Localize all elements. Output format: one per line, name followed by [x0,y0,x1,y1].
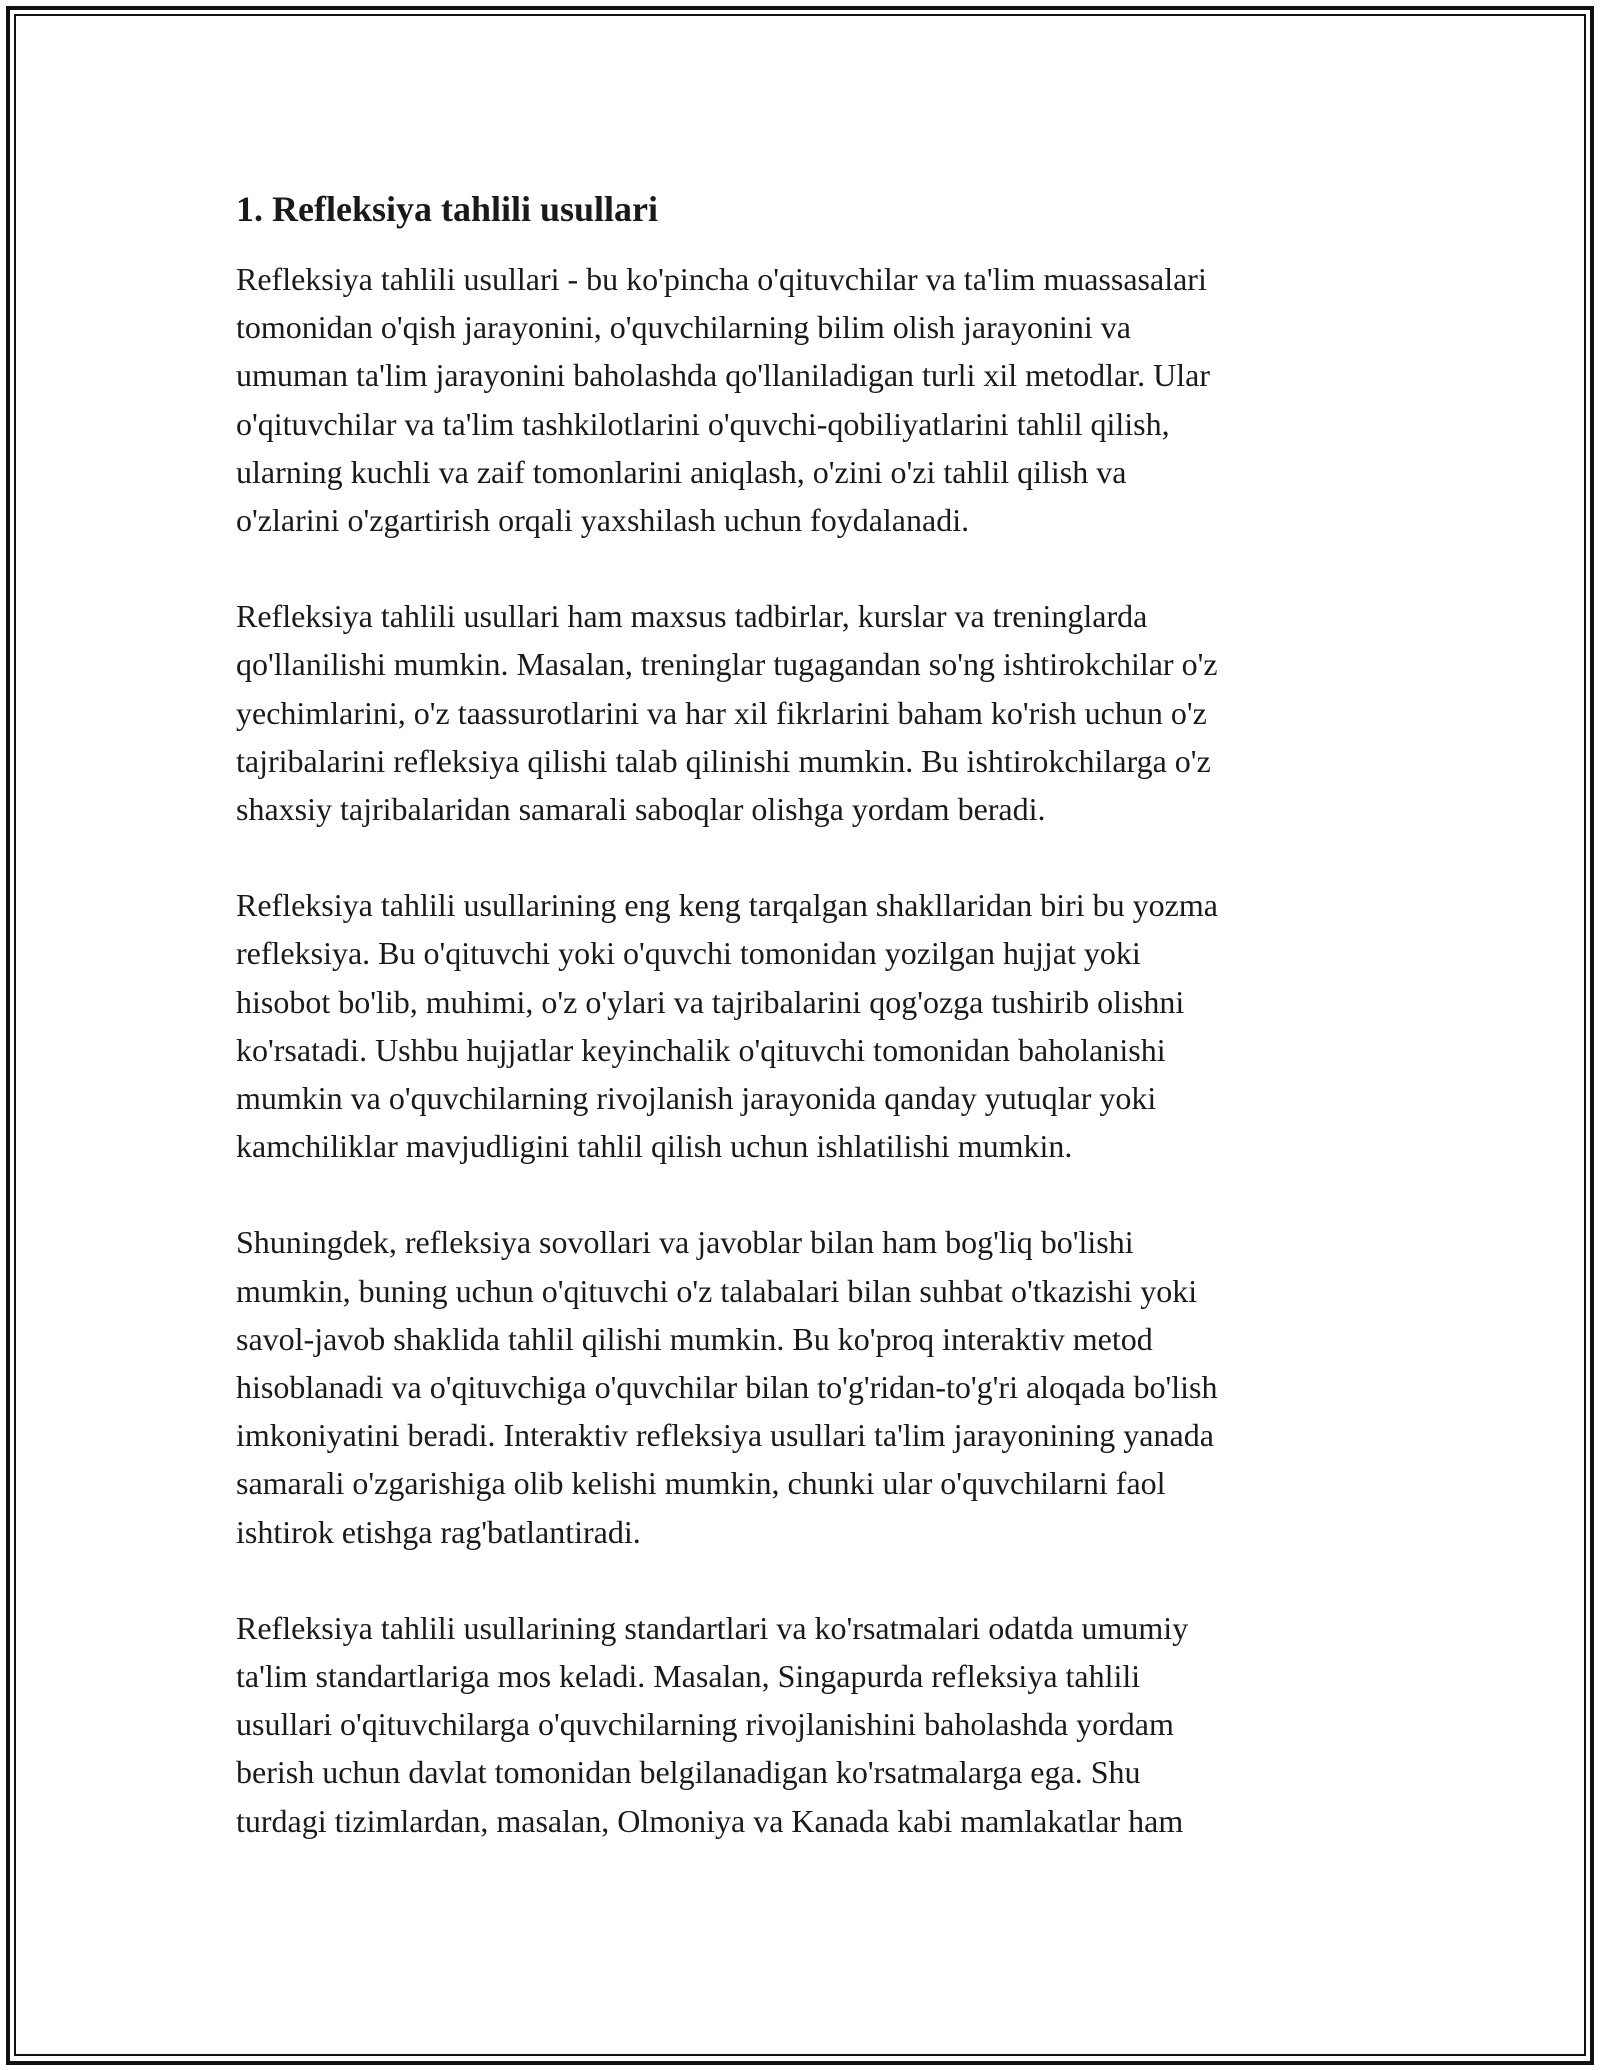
paragraph-3: Refleksiya tahlili usullarining eng keng tarqalgan shakllaridan biri bu yozma refleksiya. Bu o'qituvchi yoki o'quvchi tomonidan yozilgan hujjat yoki hisobot bo'lib, muhimi, o'z o'ylari va tajribalarini qog'ozga tushirib olishni ko'rsatadi. Ushbu hujjatlar keyinchalik o'qituvchi tomonidan baholanishi mumkin va o'quvchilarning rivojlanish jarayonida qanday yutuqlar yoki kamchiliklar mavjudligini tahlil qilish uchun ishlatilishi mumkin. [236,887,1218,1165]
paragraph-4: Shuningdek, refleksiya sovollari va javoblar bilan ham bog'liq bo'lishi mumkin, buning uchun o'qituvchi o'z talabalari bilan suhbat o'tkazishi yoki savol-javob shaklida tahlil qilishi mumkin. Bu ko'proq interaktiv metod hisoblanadi va o'qituvchiga o'quvchilar bilan to'g'ridan-to'g'ri aloqada bo'lish imkoniyatini beradi. Interaktiv refleksiya usullari ta'lim jarayonining yanada samarali o'zgarishiga olib kelishi mumkin, chunki ular o'quvchilarni faol ishtirok etishga rag'batlantiradi. [236,1224,1218,1550]
paragraph-5: Refleksiya tahlili usullarining standartlari va ko'rsatmalari odatda umumiy ta'lim standartlariga mos keladi. Masalan, Singapurda refleksiya tahlili usullari o'qituvchilarga o'quvchilarning rivojlanishini baholashda yordam berish uchun davlat tomonidan belgilanadigan ko'rsatmalarga ega. Shu turdagi tizimlardan, masalan, Olmoniya va Kanada kabi mamlakatlar ham [236,1609,1189,1839]
section-heading: 1. Refleksiya tahlili usullari [236,189,659,229]
paragraph-2: Refleksiya tahlili usullari ham maxsus tadbirlar, kurslar va treninglarda qo'llanilishi mumkin. Masalan, treninglar tugagandan so'ng ishtirokchilar o'z yechimlarini, o'z taassurotlarini va har xil fikrlarini baham ko'rish uchun o'z tajribalarini refleksiya qilishi talab qilinishi mumkin. Bu ishtirokchilarga o'z shaxsiy tajribalaridan samarali saboqlar olishga yordam beradi. [236,598,1218,828]
document-body [236,185,1386,1893]
paragraph-1: Refleksiya tahlili usullari - bu ko'pincha o'qituvchilar va ta'lim muassasalari tomonidan o'qish jarayonini, o'quvchilarning bilim olish jarayonini va umuman ta'lim jarayonini baholashda qo'llaniladigan turli xil metodlar. Ular o'qituvchilar va ta'lim tashkilotlarini o'quvchi-qobiliyatlarini tahlil qilish, ularning kuchli va zaif tomonlarini aniqlash, o'zini o'zi tahlil qilish va o'zlarini o'zgartirish orqali yaxshilash uchun foydalanadi. [236,261,1210,539]
